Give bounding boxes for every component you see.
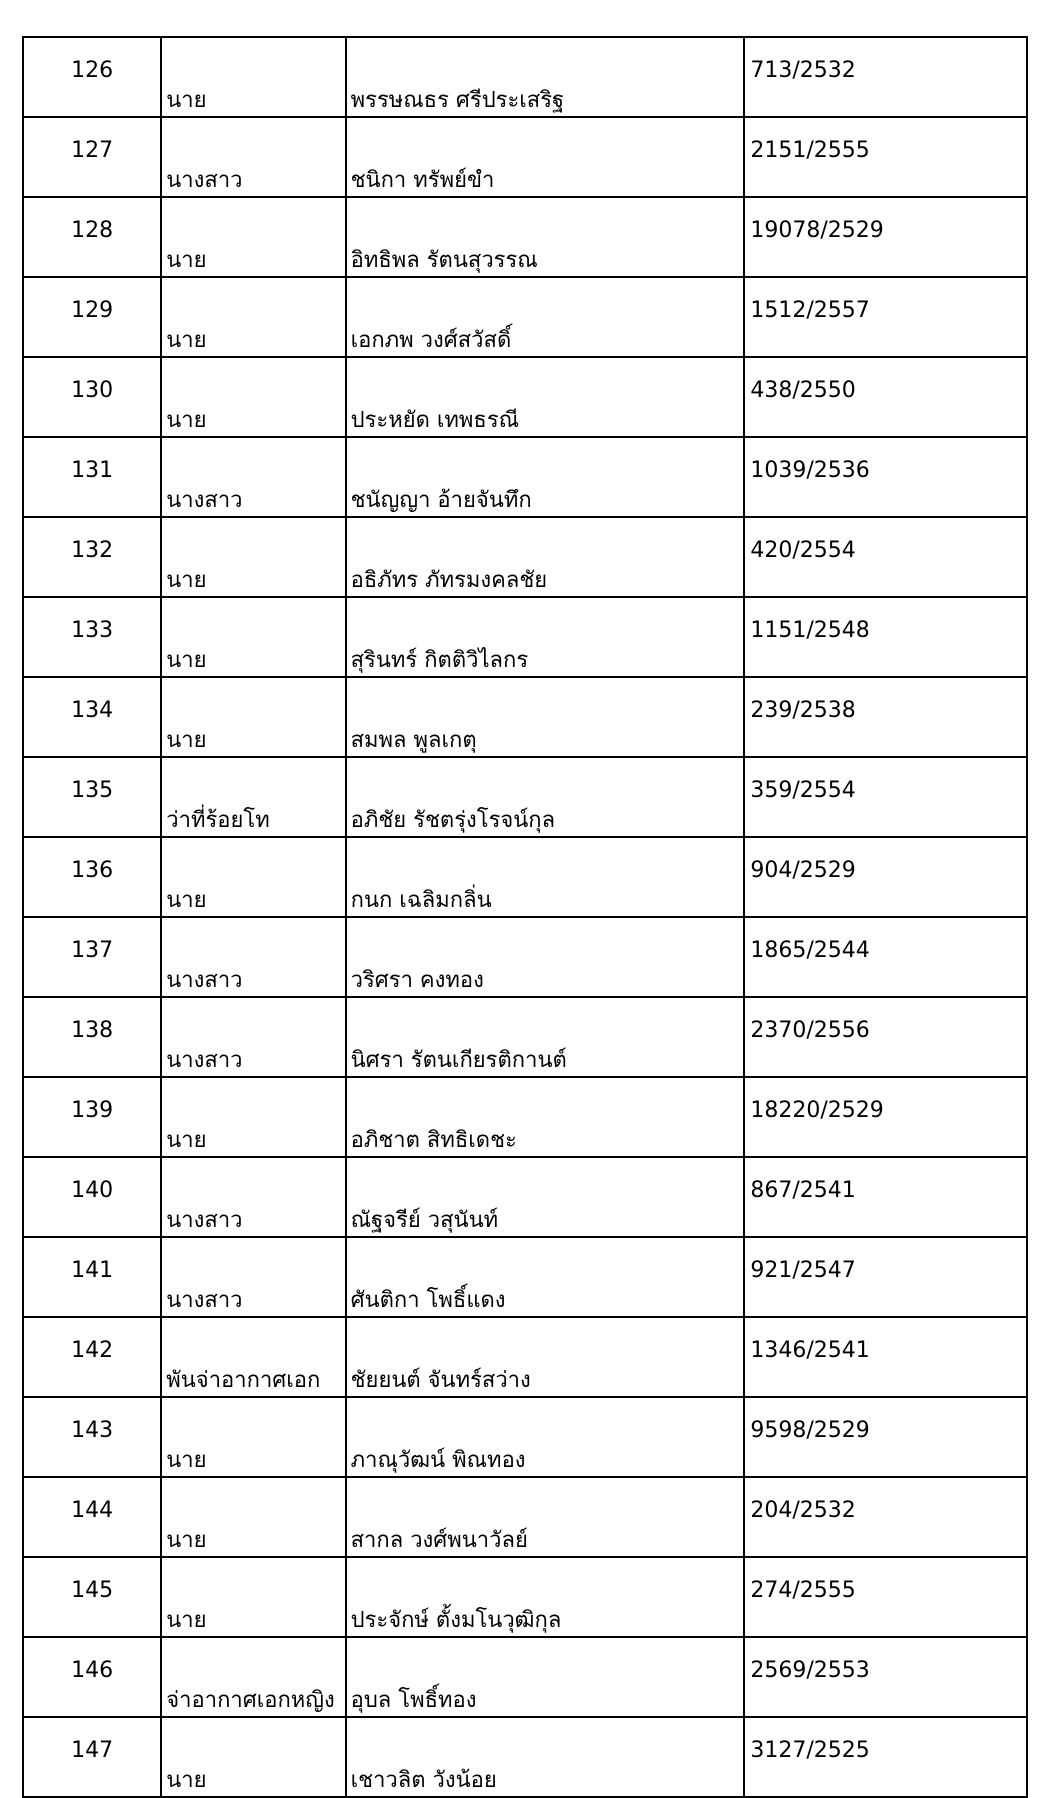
row-number: 141 — [23, 1237, 161, 1317]
table-row — [23, 277, 1027, 357]
name-prefix: นางสาว — [161, 997, 345, 1077]
registration-number: 1151/2548 — [744, 597, 1027, 677]
registration-number: 2151/2555 — [744, 117, 1027, 197]
table-row — [23, 197, 1027, 277]
table-row — [23, 997, 1027, 1077]
registration-number: 359/2554 — [744, 757, 1027, 837]
registration-number: 2569/2553 — [744, 1637, 1027, 1717]
full-name: อภิชัย รัชตรุ่งโรจน์กุล — [346, 757, 745, 837]
table-row — [23, 677, 1027, 757]
registration-number: 904/2529 — [744, 837, 1027, 917]
name-prefix: นาย — [161, 517, 345, 597]
name-prefix: นาย — [161, 1077, 345, 1157]
name-prefix: ว่าที่ร้อยโท — [161, 757, 345, 837]
name-prefix: นางสาว — [161, 437, 345, 517]
registration-number: 274/2555 — [744, 1557, 1027, 1637]
registration-number: 713/2532 — [744, 37, 1027, 117]
row-number: 147 — [23, 1717, 161, 1797]
row-number: 127 — [23, 117, 161, 197]
name-prefix: พันจ่าอากาศเอก — [161, 1317, 345, 1397]
registration-number: 1865/2544 — [744, 917, 1027, 997]
registration-number: 204/2532 — [744, 1477, 1027, 1557]
full-name: กนก เฉลิมกลิ่น — [346, 837, 745, 917]
registration-number: 18220/2529 — [744, 1077, 1027, 1157]
name-prefix: นาย — [161, 677, 345, 757]
table-row — [23, 1157, 1027, 1237]
table-row — [23, 1397, 1027, 1477]
name-prefix: นางสาว — [161, 917, 345, 997]
name-list-table — [22, 36, 1028, 1798]
full-name: ณัฐจรีย์ วสุนันท์ — [346, 1157, 745, 1237]
name-prefix: จ่าอากาศเอกหญิง — [161, 1637, 345, 1717]
name-prefix: นาย — [161, 357, 345, 437]
full-name: เอกภพ วงศ์สวัสดิ์ — [346, 277, 745, 357]
row-number: 145 — [23, 1557, 161, 1637]
table-row — [23, 837, 1027, 917]
table-row — [23, 517, 1027, 597]
table-row — [23, 117, 1027, 197]
row-number: 146 — [23, 1637, 161, 1717]
row-number: 130 — [23, 357, 161, 437]
full-name: ศันติกา โพธิ์แดง — [346, 1237, 745, 1317]
full-name: อภิชาต สิทธิเดชะ — [346, 1077, 745, 1157]
table-row — [23, 1637, 1027, 1717]
row-number: 129 — [23, 277, 161, 357]
full-name: ชัยยนต์ จันทร์สว่าง — [346, 1317, 745, 1397]
table-row — [23, 757, 1027, 837]
row-number: 142 — [23, 1317, 161, 1397]
table-row — [23, 1557, 1027, 1637]
row-number: 143 — [23, 1397, 161, 1477]
table-row — [23, 1077, 1027, 1157]
registration-number: 1039/2536 — [744, 437, 1027, 517]
registration-number: 1346/2541 — [744, 1317, 1027, 1397]
full-name: พรรษณธร ศรีประเสริฐ — [346, 37, 745, 117]
registration-number: 420/2554 — [744, 517, 1027, 597]
full-name: อิทธิพล รัตนสุวรรณ — [346, 197, 745, 277]
table-row — [23, 1477, 1027, 1557]
full-name: ประจักษ์ ตั้งมโนวุฒิกุล — [346, 1557, 745, 1637]
registration-number: 921/2547 — [744, 1237, 1027, 1317]
full-name: ประหยัด เทพธรณี — [346, 357, 745, 437]
row-number: 133 — [23, 597, 161, 677]
full-name: สมพล พูลเกตุ — [346, 677, 745, 757]
name-prefix: นาย — [161, 597, 345, 677]
row-number: 126 — [23, 37, 161, 117]
name-prefix: นางสาว — [161, 117, 345, 197]
registration-number: 2370/2556 — [744, 997, 1027, 1077]
registration-number: 867/2541 — [744, 1157, 1027, 1237]
registration-number: 19078/2529 — [744, 197, 1027, 277]
row-number: 140 — [23, 1157, 161, 1237]
full-name: สากล วงศ์พนาวัลย์ — [346, 1477, 745, 1557]
name-prefix: นาย — [161, 1717, 345, 1797]
registration-number: 438/2550 — [744, 357, 1027, 437]
row-number: 139 — [23, 1077, 161, 1157]
full-name: ชนัญญา อ้ายจันทึก — [346, 437, 745, 517]
row-number: 138 — [23, 997, 161, 1077]
table-row — [23, 437, 1027, 517]
name-prefix: นาย — [161, 277, 345, 357]
table-row — [23, 37, 1027, 117]
registration-number: 239/2538 — [744, 677, 1027, 757]
full-name: เชาวลิต วังน้อย — [346, 1717, 745, 1797]
name-prefix: นางสาว — [161, 1157, 345, 1237]
row-number: 128 — [23, 197, 161, 277]
table-body — [23, 37, 1027, 1797]
full-name: อธิภัทร ภัทรมงคลชัย — [346, 517, 745, 597]
name-prefix: นาย — [161, 837, 345, 917]
table-row — [23, 1237, 1027, 1317]
name-prefix: นาย — [161, 37, 345, 117]
row-number: 131 — [23, 437, 161, 517]
table-row — [23, 1317, 1027, 1397]
full-name: ชนิกา ทรัพย์ขำ — [346, 117, 745, 197]
table-row — [23, 917, 1027, 997]
name-prefix: นาย — [161, 1477, 345, 1557]
name-prefix: นาย — [161, 1557, 345, 1637]
full-name: อุบล โพธิ์ทอง — [346, 1637, 745, 1717]
row-number: 134 — [23, 677, 161, 757]
name-prefix: นางสาว — [161, 1237, 345, 1317]
registration-number: 9598/2529 — [744, 1397, 1027, 1477]
row-number: 144 — [23, 1477, 161, 1557]
row-number: 135 — [23, 757, 161, 837]
full-name: นิศรา รัตนเกียรติกานต์ — [346, 997, 745, 1077]
row-number: 132 — [23, 517, 161, 597]
table-row — [23, 597, 1027, 677]
name-prefix: นาย — [161, 1397, 345, 1477]
table-row — [23, 1717, 1027, 1797]
row-number: 136 — [23, 837, 161, 917]
name-prefix: นาย — [161, 197, 345, 277]
registration-number: 3127/2525 — [744, 1717, 1027, 1797]
registration-number: 1512/2557 — [744, 277, 1027, 357]
full-name: สุรินทร์ กิตติวิไลกร — [346, 597, 745, 677]
full-name: วริศรา คงทอง — [346, 917, 745, 997]
table-row — [23, 357, 1027, 437]
row-number: 137 — [23, 917, 161, 997]
full-name: ภาณุวัฒน์ พิณทอง — [346, 1397, 745, 1477]
